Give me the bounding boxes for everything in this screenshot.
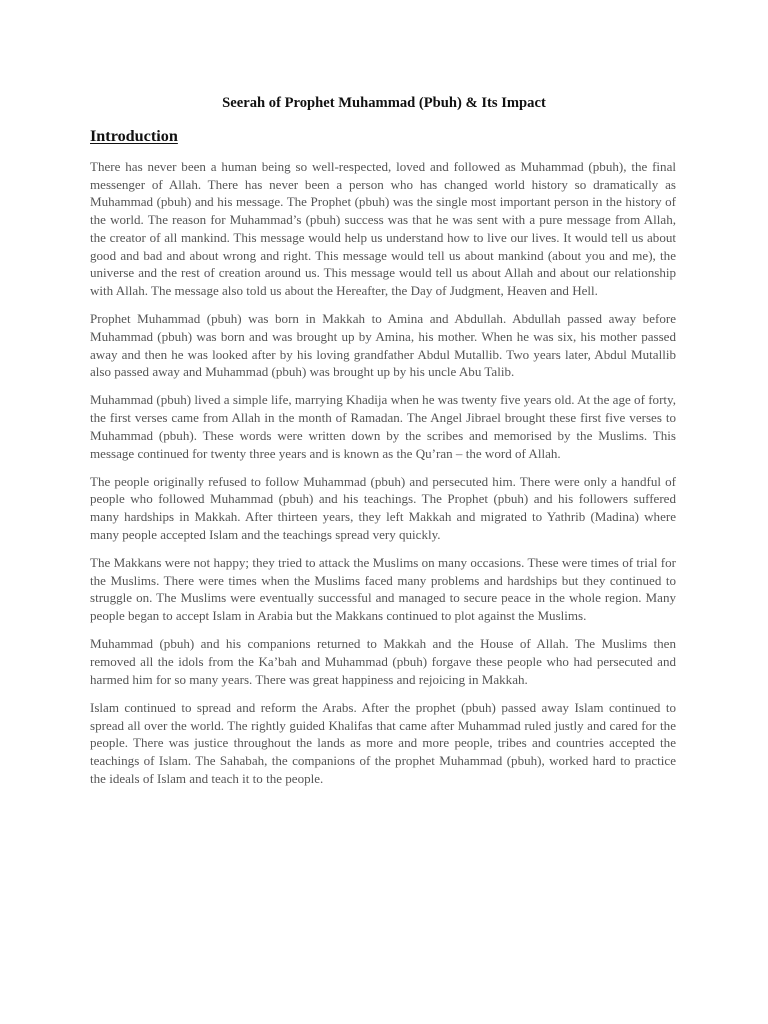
paragraph: Muhammad (pbuh) and his companions returned to Makkah and the House of Allah. The Muslims then removed all the idols from the Ka’bah and Muhammad (pbuh) forgave these people who had persecuted and harmed him for so many years. There was great happiness and rejoicing in Makkah. [90,636,676,687]
paragraph: Islam continued to spread and reform the Arabs. After the prophet (pbuh) passed away Islam continued to spread all over the world. The rightly guided Khalifas that came after Muhammad ruled justly and cared for the people. There was justice throughout the lands as more and more people, tribes and countries accepted the teachings of Islam. The Sahabah, the companions of the prophet Muhammad (pbuh), worked hard to practice the ideals of Islam and teach it to the people. [90,699,676,786]
paragraph: The people originally refused to follow Muhammad (pbuh) and persecuted him. There were only a handful of people who followed Muhammad (pbuh) and his teachings. The Prophet (pbuh) and his followers suffered many hardships in Makkah. After thirteen years, they left Makkah and migrated to Yathrib (Madina) where many people accepted Islam and the teachings spread very quickly. [90,473,676,542]
paragraph: There has never been a human being so well-respected, loved and followed as Muhammad (pbuh), the final messenger of Allah. There has never been a person who has changed world history so dramatically as Muhammad (pbuh) and his message. The Prophet (pbuh) was the single most important person in the history of the world. The reason for Muhammad’s (pbuh) success was that he was sent with a pure message from Allah, the creator of all mankind. This message would help us understand how to live our lives. It would tell us about good and bad and about wrong and right. This message would tell us about mankind (about you and me), the universe and the rest of creation around us. This message would tell us about Allah and about our relationship with Allah. The message also told us about the Hereafter, the Day of Judgment, Heaven and Hell. [90,159,676,298]
document-body [90,158,676,798]
document-title: Seerah of Prophet Muhammad (Pbuh) & Its Impact [222,95,546,111]
paragraph: Prophet Muhammad (pbuh) was born in Makkah to Amina and Abdullah. Abdullah passed away before Muhammad (pbuh) was born and was brought up by Amina, his mother. When he was six, his mother passed away and then he was looked after by his loving grandfather Abdul Mutallib. Two years later, Abdul Mutallib also passed away and Muhammad (pbuh) was brought up by his uncle Abu Talib. [90,311,676,380]
paragraph: Muhammad (pbuh) lived a simple life, marrying Khadija when he was twenty five years old. At the age of forty, the first verses came from Allah in the month of Ramadan. The Angel Jibrael brought these first five verses to Muhammad (pbuh). These words were written down by the scribes and memorised by the Muslims. This message continued for twenty three years and is known as the Qu’ran – the word of Allah. [90,392,676,461]
section-heading-introduction: Introduction [90,127,178,145]
paragraph: The Makkans were not happy; they tried to attack the Muslims on many occasions. These were times of trial for the Muslims. There were times when the Muslims faced many problems and hardships but they continued to struggle on. The Muslims were eventually successful and managed to secure peace in the whole region. Many people began to accept Islam in Arabia but the Makkans continued to plot against the Muslims. [90,555,676,624]
